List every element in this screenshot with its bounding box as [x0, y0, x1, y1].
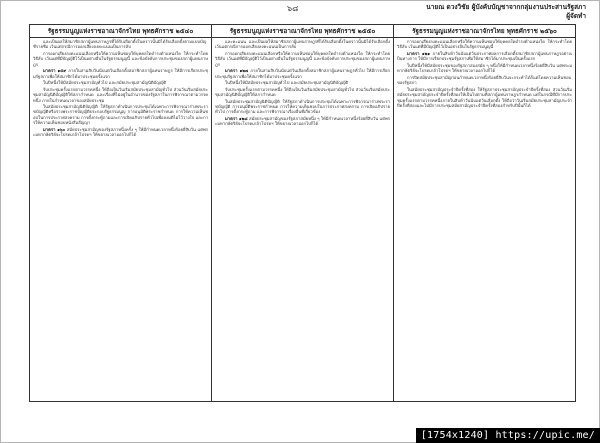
provision-paragraph: [215, 51, 390, 67]
provision-paragraph: [33, 80, 208, 85]
provision-paragraph: [397, 63, 572, 74]
table-row: [30, 38, 576, 402]
page-number: ๖๘: [287, 4, 299, 13]
paragraph-text: ในสมัยประชุมสามัญนิติบัญญัติ ให้รัฐสภาดำเนินการประชุมได้เฉพาะการพิจารณาร่างพระราชบัญญัติหรือร่างพระราชบัญญัติประกอบรัฐธรรมนูญ การอนุมัติพระราชกำหนด การให้ความเห็นชอบในการประกาศสงคราม การตั้งกระทู้ถามและการเปิดอภิปรายทั่วไปเพื่อลงมติไม่ไว้วางใจ และการให้ความเห็นชอบหนังสือสัญญา: [33, 103, 208, 126]
image-size-watermark: [1754x1240] https://upic.me/: [416, 428, 600, 443]
column-heading-2550: รัฐธรรมนูญแห่งราชอาณาจักรไทย พุทธศักราช ๒๕๕๐: [212, 25, 394, 38]
paragraph-text: รับประชุมครั้งแรกตามวรรคหนึ่ง ให้ถือเป็นวันเริ่มสมัยประชุมสามัญทั่วไป ส่วนวันเริ่มสมัยประชุมสามัญนิติบัญญัติให้สภากำหนด และเรื่องที่ไม่อยู่ในอำนาจของรัฐสภาในการพิจารณาตามวรรคหนึ่ง ภายในกำหนดเวลาของสมัยประชุม: [33, 86, 208, 103]
provision-paragraph: [33, 104, 208, 126]
column-cell-2540: [30, 38, 212, 402]
provision-paragraph: [397, 51, 572, 62]
provision-paragraph: [33, 87, 208, 103]
header-role-line: ผู้จัดทำ: [566, 12, 586, 20]
provision-paragraph: [397, 87, 572, 109]
provision-paragraph: [215, 116, 390, 127]
column-heading-2540: รัฐธรรมนูญแห่งราชอาณาจักรไทย พุทธศักราช ๒๕๔๐: [30, 25, 212, 38]
paragraph-text: การออกเสียงลงคะแนนเลือกหรือให้ความเห็นชอบให้บุคคลใดดำรงตำแหน่งใด ให้กระทำโดยวิธีลับ เว้นแต่ที่มีบัญญัติไว้เป็นอย่างอื่นในรัฐธรรมนูญนี้: [397, 39, 572, 50]
paragraph-text: ในสมัยประชุมสามัญประจำปีครั้งที่สอง ให้รัฐสภาประชุมสามัญประจำปีครั้งที่สอง ส่วนวันเริ่มสมัยประชุมสามัญประจำปีครั้งที่สองให้เป็นไปตามที่สภาผู้แทนราษฎรกำหนด แต่ในกรณีที่มีการประชุมครั้งแรกตามวรรคหนึ่งภายในสิบห้าวันนับแต่วันเลือกตั้ง ให้ถือว่าวันเริ่มสมัยประชุมสามัญประจำปีครั้งที่สองและไม่มีการประชุมสมัยสามัญประจำปีครั้งที่สองสำหรับปีนั้นก็ได้: [397, 86, 572, 108]
paragraph-text: ภายในสิบห้าวันนับแต่วันประกาศผลการเลือกตั้งสมาชิกสภาผู้แทนราษฎรอย่างเป็นทางการ ให้มีการเรียกประชุมรัฐสภาเพื่อให้สมาชิกได้มาประชุมเป็นครั้งแรก: [397, 50, 572, 62]
column-cell-2550: [212, 38, 394, 402]
column-text-2560: [397, 39, 572, 108]
provision-paragraph: [33, 127, 208, 138]
paragraph-text: ภายในสามสิบวันนับแต่วันเลือกตั้งสมาชิกสภาผู้แทนราษฎร ให้มีการเรียกประชุมรัฐสภาเพื่อให้สมาชิกได้มาประชุมครั้งแรก: [33, 68, 208, 79]
paragraph-text: การออกเสียงลงคะแนนเลือกหรือให้ความเห็นชอบให้บุคคลใดดำรงตำแหน่งใด ให้กระทำโดยวิธีลับ เว้นแต่ที่มีบัญญัติไว้เป็นอย่างอื่นในรัฐธรรมนูญนี้ และข้อบังคับการประชุมของสภาผู้แทนราษฎร: [215, 50, 390, 67]
section-number: มาตรา ๑๕๙: [43, 68, 67, 74]
provision-paragraph: [215, 99, 390, 115]
document-header: [426, 3, 586, 21]
section-number: มาตรา ๑๒๑: [407, 50, 431, 56]
provision-paragraph: [215, 80, 390, 85]
provision-paragraph: [215, 87, 390, 98]
provision-paragraph: [397, 39, 572, 50]
paragraph-text: สมัยประชุมสามัญของรัฐสภาสมัยหนึ่ง ๆ ให้มีกำหนดเวลาหนึ่งร้อยยี่สิบวัน แต่พระมหากษัตริย์จะโปรดเกล้าโปรดฯ ให้ขยายเวลาออกไปก็ได้: [215, 115, 390, 127]
paragraph-text: การออกเสียงลงคะแนนเลือกหรือให้ความเห็นชอบให้บุคคลใดดำรงตำแหน่งใด ให้กระทำโดยวิธีลับ เว้นแต่ที่มีบัญญัติไว้เป็นอย่างอื่นในรัฐธรรมนูญนี้ และข้อบังคับการประชุมของสภาผู้แทนราษฎร: [33, 50, 208, 67]
provision-paragraph: [33, 51, 208, 67]
section-number: มาตรา ๑๖๐: [43, 126, 66, 132]
column-text-2540: [33, 39, 208, 138]
paragraph-text: และคะแนน และเป็นผลให้สมาชิกสภาผู้แทนราษฎรที่ได้รับเลือกตั้งในคราวนั้นมิได้รับเลือกตั้ง เว้นแต่กรณีการออกเสียงลงคะแนนเป็นการลับ: [215, 39, 390, 50]
comparison-table: [29, 24, 576, 402]
provision-paragraph: [33, 39, 208, 50]
provision-paragraph: [33, 68, 208, 79]
header-author-line: นายณ ดวงวิชัย ผู้บังคับบัญชาจากกลุ่มงานประสานรัฐสภา: [426, 3, 586, 11]
provision-paragraph: [397, 75, 572, 86]
paragraph-text: ในปีหนึ่งให้มีสมัยประชุมสามัญทั่วไป และสมัยประชุมสามัญนิติบัญญัติ: [43, 80, 167, 86]
paragraph-text: และเป็นผลให้สมาชิกสภาผู้แทนราษฎรที่ได้รับเลือกตั้งในคราวนั้นมิได้รับเลือกตั้งตามแบบบัญชีรายชื่อ เว้นแต่กรณีการออกเสียงลงคะแนนเป็นการลับ: [33, 39, 207, 50]
column-text-2550: [215, 39, 390, 127]
paragraph-text: ในสมัยประชุมสามัญนิติบัญญัติ ให้รัฐสภาดำเนินการประชุมได้เฉพาะการพิจารณาร่างพระราชบัญญัติ การอนุมัติพระราชกำหนด การให้ความเห็นชอบในการประกาศสงคราม การเปิดอภิปรายทั่วไป การตั้งกระทู้ถาม และการพิจารณาเรื่องอื่นที่เกี่ยวข้อง: [215, 98, 390, 115]
paragraph-text: รับประชุมครั้งแรกตามวรรคหนึ่ง ให้ถือเป็นวันเริ่มสมัยประชุมสามัญทั่วไป ส่วนวันเริ่มสมัยประชุมสามัญนิติบัญญัติให้สภากำหนด: [215, 86, 390, 98]
paragraph-text: ในปีหนึ่งให้มีสมัยประชุมสามัญทั่วไป และสมัยประชุมสามัญนิติบัญญัติ: [225, 80, 349, 86]
section-number: มาตรา ๑๒๘: [225, 115, 248, 121]
paragraph-text: การปิดสมัยประชุมสามัญก่อนกำหนดเวลาหนึ่งร้อยยี่สิบวันจะกระทำได้ก็แต่โดยความเห็นชอบของรัฐสภา: [397, 74, 572, 86]
paragraph-text: สมัยประชุมสามัญของรัฐสภาหนึ่งครั้ง ๆ ให้มีกำหนดเวลาหนึ่งร้อยยี่สิบวัน แต่พระมหากษัตริย์จะโปรดเกล้าโปรดฯ ให้ขยายเวลาออกไปก็ได้: [33, 126, 208, 138]
paragraph-text: ภายในสามสิบวันนับแต่วันเลือกตั้งสมาชิกสภาผู้แทนราษฎรทั่วไป ให้มีการเรียกประชุมรัฐสภาเพื่อให้สมาชิกได้มาประชุมครั้งแรก: [215, 68, 390, 79]
table-header-row: [30, 25, 576, 38]
column-cell-2560: [394, 38, 576, 402]
section-number: มาตรา ๑๒๗: [225, 68, 249, 74]
paragraph-text: ในปีหนึ่งให้มีสมัยประชุมของรัฐสภาสองสมัย ๆ หนึ่งให้มีกำหนดเวลาหนึ่งร้อยยี่สิบวัน แต่พระมหากษัตริย์จะโปรดเกล้าโปรดฯ ให้ขยายเวลาออกไปก็ได้: [397, 62, 572, 74]
provision-paragraph: [215, 39, 390, 50]
provision-paragraph: [215, 68, 390, 79]
column-heading-2560: รัฐธรรมนูญแห่งราชอาณาจักรไทย พุทธศักราช ๒๕๖๐: [394, 25, 576, 38]
